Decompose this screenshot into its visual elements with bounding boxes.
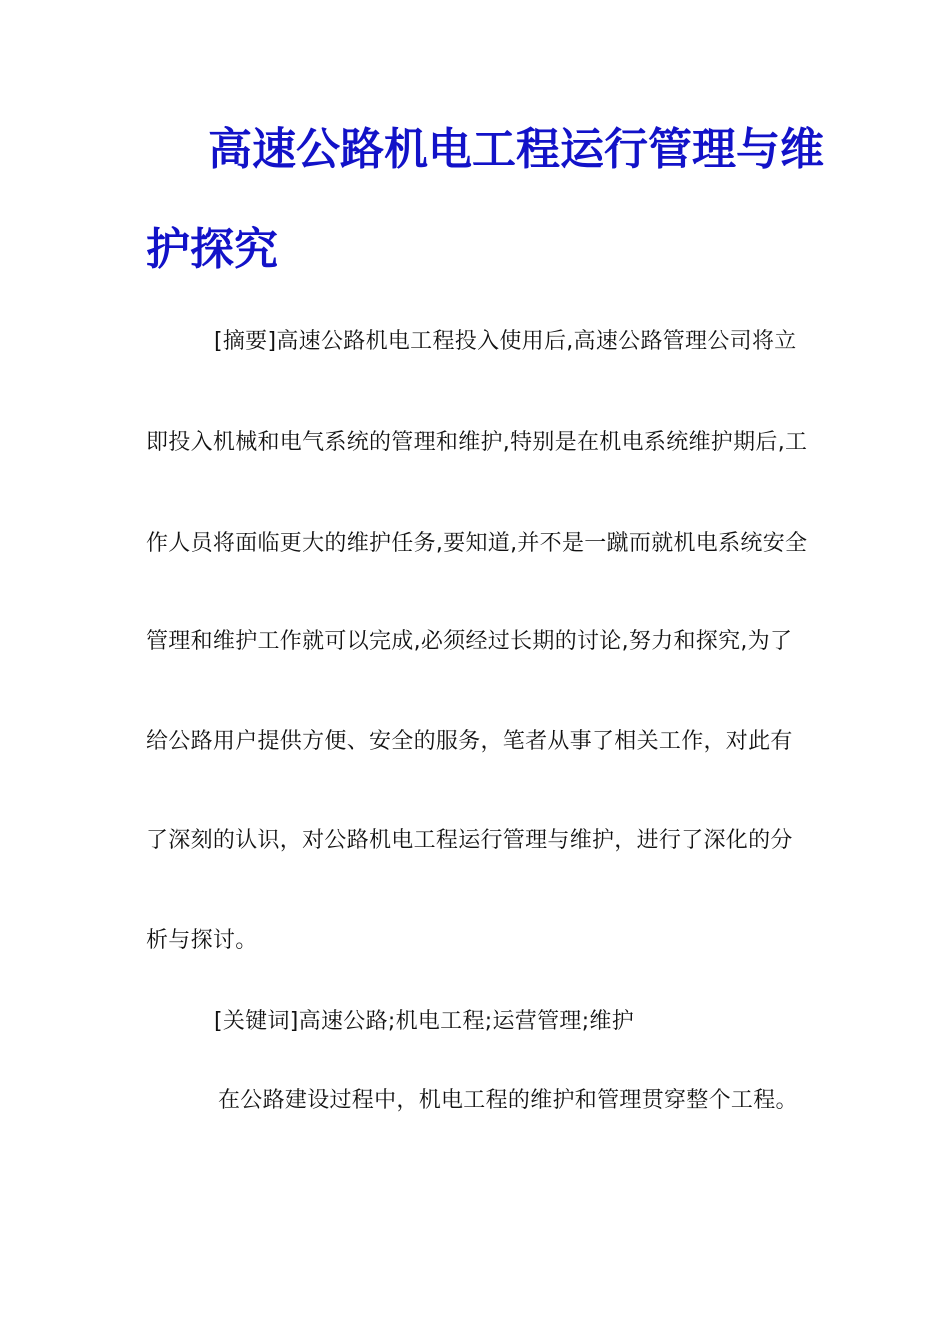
- abstract-line-4: 管理和维护工作就可以完成,必须经过长期的讨论,努力和探究,为了: [146, 629, 793, 654]
- abstract-line-6: 了深刻的认识，对公路机电工程运行管理与维护，进行了深化的分: [146, 828, 793, 853]
- abstract-line-7: 析与探讨。: [146, 928, 258, 953]
- document-title-line-2: 护探究: [146, 224, 278, 275]
- paragraph-line-1: 在公路建设过程中，机电工程的维护和管理贯穿整个工程。: [218, 1088, 798, 1113]
- abstract-line-5: 给公路用户提供方便、安全的服务，笔者从事了相关工作，对此有: [146, 729, 793, 754]
- document-title-line-1: 高速公路机电工程运行管理与维: [208, 124, 824, 175]
- abstract-line-1: [摘要]高速公路机电工程投入使用后,高速公路管理公司将立: [214, 329, 797, 354]
- abstract-line-3: 作人员将面临更大的维护任务,要知道,并不是一蹴而就机电系统安全: [146, 531, 808, 556]
- keywords-line: [关键词]高速公路;机电工程;运营管理;维护: [214, 1009, 635, 1034]
- abstract-line-2: 即投入机械和电气系统的管理和维护,特别是在机电系统维护期后,工: [146, 430, 808, 455]
